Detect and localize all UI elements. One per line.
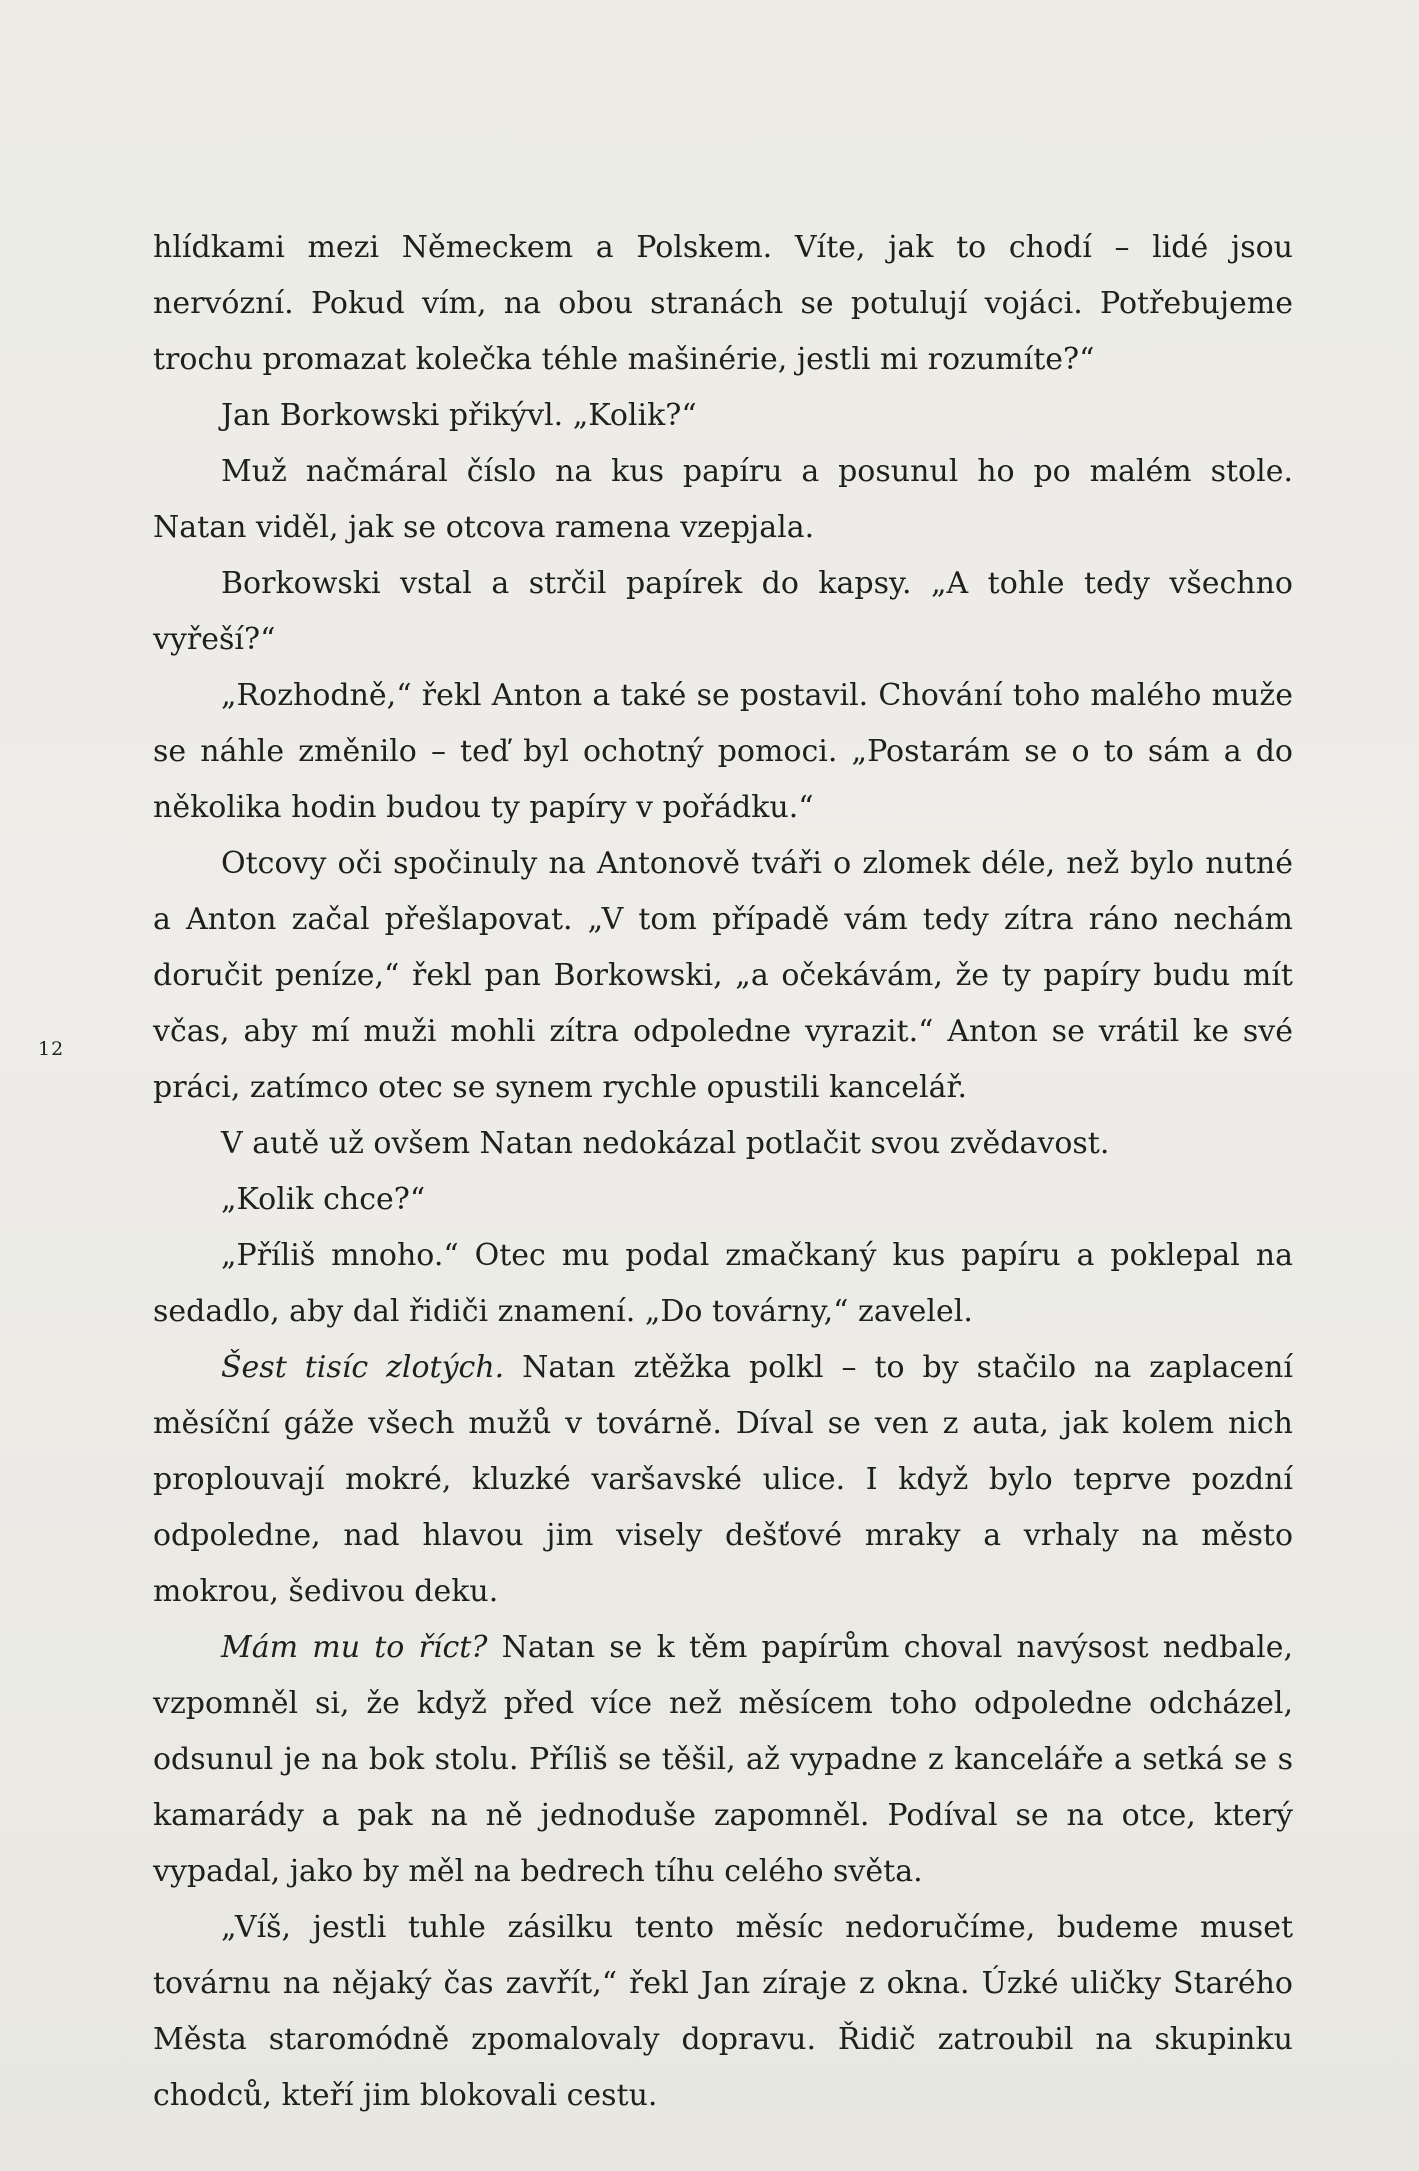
paragraph-text: Borkowski vstal a strčil papírek do kapsy. „A tohle tedy všechno vyřeší?“ <box>153 566 1293 657</box>
paragraph-text: Natan ztěžka polkl – to by stačilo na zaplacení měsíční gáže všech mužů v továrně. Díval se ven z auta, jak kolem nich proplouvají mokré, kluzké varšavské ulice. I když bylo teprve pozdní odpoledne, nad hlavou jim visely dešťové mraky a vrhaly na město mokrou, šedivou deku. <box>153 1350 1293 1609</box>
paragraph-text: V autě už ovšem Natan nedokázal potlačit svou zvědavost. <box>221 1126 1110 1161</box>
paragraph-text: Natan se k těm papírům choval navýsost nedbale, vzpomněl si, že když před více než měsícem toho odpoledne odcházel, odsunul je na bok stolu. Příliš se těšil, až vypadne z kanceláře a setká se s kamarády a pak na ně jednoduše zapomněl. Podíval se na otce, který vypadal, jako by měl na bedrech tíhu celého světa. <box>153 1630 1294 1889</box>
paragraph-text: „Rozhodně,“ řekl Anton a také se postavil. Chování toho malého muže se náhle změnilo – teď byl ochotný pomoci. „Postarám se o to sám a do několika hodin budou ty papíry v pořádku.“ <box>153 678 1293 825</box>
body-text <box>153 220 1293 2124</box>
paragraph <box>153 1228 1293 1340</box>
paragraph-text: Muž načmáral číslo na kus papíru a posunul ho po malém stole. Natan viděl, jak se otcova ramena vzepjala. <box>153 454 1293 545</box>
paragraph-text: „Příliš mnoho.“ Otec mu podal zmačkaný kus papíru a poklepal na sedadlo, aby dal řidiči znamení. „Do továrny,“ zavelel. <box>153 1238 1293 1329</box>
paragraph <box>153 556 1293 668</box>
page-number: 12 <box>38 1038 65 1060</box>
paragraph <box>153 388 1293 444</box>
paragraph <box>153 1620 1293 1900</box>
paragraph <box>153 444 1293 556</box>
paragraph-text: „Víš, jestli tuhle zásilku tento měsíc nedoručíme, budeme muset továrnu na nějaký čas zavřít,“ řekl Jan zíraje z okna. Úzké uličky Starého Města staromódně zpomalovaly dopravu. Řidič zatroubil na skupinku chodců, kteří jim blokovali cestu. <box>153 1910 1293 2113</box>
italic-text: Mám mu to říct? <box>221 1630 488 1665</box>
paragraph <box>153 836 1293 1116</box>
paragraph <box>153 668 1293 836</box>
paragraph <box>153 1116 1293 1172</box>
paragraph-text: Jan Borkowski přikývl. „Kolik?“ <box>221 398 697 433</box>
paragraph <box>153 1172 1293 1228</box>
paragraph-text: hlídkami mezi Německem a Polskem. Víte, jak to chodí – lidé jsou nervózní. Pokud vím, na obou stranách se potulují vojáci. Potřebujeme trochu promazat kolečka téhle mašinérie, jestli mi rozumíte?“ <box>153 230 1293 377</box>
paragraph <box>153 1340 1293 1620</box>
italic-text: Šest tisíc zlotých. <box>221 1350 505 1385</box>
paragraph-text: „Kolik chce?“ <box>221 1182 426 1217</box>
paragraph <box>153 220 1293 388</box>
paragraph <box>153 1900 1293 2124</box>
paragraph-text: Otcovy oči spočinuly na Antonově tváři o zlomek déle, než bylo nutné a Anton začal přešlapovat. „V tom případě vám tedy zítra ráno nechám doručit peníze,“ řekl pan Borkowski, „a očekávám, že ty papíry budu mít včas, aby mí muži mohli zítra odpoledne vyrazit.“ Anton se vrátil ke své práci, zatímco otec se synem rychle opustili kancelář. <box>153 846 1293 1105</box>
